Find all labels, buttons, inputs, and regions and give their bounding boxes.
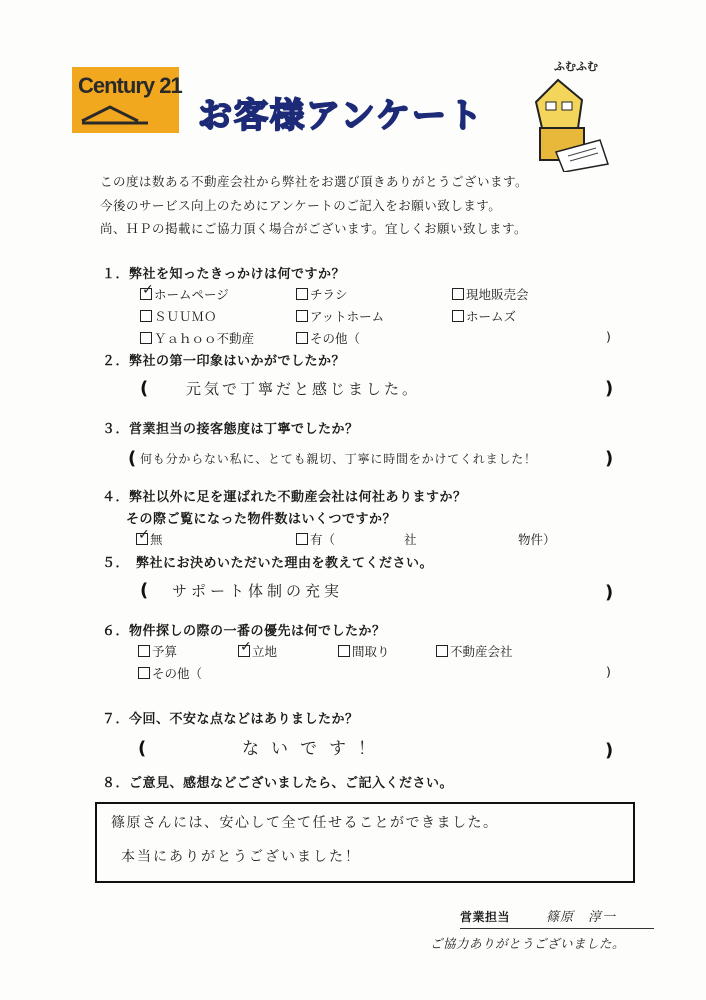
intro-line-3: 尚、ＨＰの掲載にご協力頂く場合がございます。宜しくお願い致します。 — [100, 221, 528, 236]
checkbox[interactable] — [436, 645, 448, 657]
q1-option-homes[interactable]: ホームズ — [452, 307, 516, 325]
comment-line-1: 篠原さんには、安心して全て任せることができました。 — [111, 815, 499, 831]
checkbox[interactable] — [140, 310, 152, 322]
open-paren: ( — [138, 738, 147, 759]
checkbox[interactable] — [296, 533, 308, 545]
rep-name: 篠原 淳一 — [546, 910, 617, 925]
intro-line-2: 今後のサービス向上のためにアンケートのご記入をお願い致します。 — [100, 198, 502, 213]
q1-option-flyer[interactable]: チラシ — [296, 285, 348, 303]
checkbox[interactable] — [140, 332, 152, 344]
thanks-message: ご協力ありがとうございました。 — [430, 936, 626, 951]
logo-text: Century 21 — [78, 73, 182, 98]
question-4-sub: その際ご覧になった物件数はいくつですか？ — [126, 512, 397, 527]
house-logo-icon — [80, 103, 152, 125]
q2-answer[interactable]: 元気で丁寧だと感じました。 — [186, 380, 421, 398]
checkbox[interactable] — [296, 332, 308, 344]
question-4: ４．弊社以外に足を運ばれた不動産会社は何社ありますか？ — [102, 490, 467, 505]
question-7: ７．今回、不安な点などはありましたか？ — [102, 712, 359, 727]
checkbox[interactable] — [338, 645, 350, 657]
question-8: ８．ご意見、感想などございましたら、ご記入ください。 — [102, 776, 454, 791]
q6-option-agency[interactable]: 不動産会社 — [436, 642, 513, 660]
page-title: お客様アンケート — [198, 96, 484, 136]
q1-option-other[interactable]: その他（ — [296, 329, 360, 347]
question-3: ３．営業担当の接客態度は丁寧でしたか？ — [102, 422, 359, 437]
checkbox[interactable] — [138, 667, 150, 679]
q7-answer[interactable]: ないです！ — [242, 739, 387, 759]
checkmark-icon: ✓ — [142, 282, 154, 298]
q4-property-unit: 物件） — [518, 532, 556, 547]
checkmark-icon: ✓ — [240, 639, 252, 655]
open-paren: ( — [128, 448, 137, 469]
intro-line-1: この度は数ある不動産会社から弊社をお選び頂きありがとうございます。 — [100, 174, 529, 189]
open-paren: ( — [140, 378, 149, 399]
comment-box[interactable] — [95, 802, 635, 883]
q1-option-suumo[interactable]: ＳＵＵＭＯ — [140, 307, 217, 325]
question-2: ２．弊社の第一印象はいかがでしたか？ — [102, 354, 346, 369]
checkmark-icon: ✓ — [138, 527, 150, 543]
question-5: ５． 弊社にお決めいただいた理由を教えてください。 — [102, 556, 434, 571]
q6-option-layout[interactable]: 間取り — [338, 642, 390, 660]
mascot-illustration — [516, 62, 616, 172]
mascot-caption: ふむふむ — [554, 60, 598, 73]
checkbox[interactable] — [452, 310, 464, 322]
close-paren: ) — [605, 448, 614, 469]
q3-answer[interactable]: 何も分からない私に、とても親切、丁寧に時間をかけてくれました！ — [140, 452, 537, 466]
q6-option-other[interactable]: その他（ — [138, 664, 202, 682]
q1-option-onsite-sale[interactable]: 現地販売会 — [452, 285, 529, 303]
q4-company-unit: 社 — [404, 532, 417, 547]
close-paren: ) — [605, 582, 614, 603]
checkbox[interactable] — [138, 645, 150, 657]
q4-option-none[interactable]: ✓ 無 — [138, 527, 163, 547]
comment-line-2: 本当にありがとうございました！ — [121, 849, 361, 865]
q6-option-budget[interactable]: 予算 — [138, 642, 177, 660]
reading-mascot-icon — [516, 62, 616, 172]
question-1: １．弊社を知ったきっかけは何ですか？ — [102, 267, 346, 282]
close-paren: ) — [605, 378, 614, 399]
q4-option-yes[interactable]: 有（ — [296, 530, 335, 548]
checkbox[interactable] — [238, 639, 252, 657]
open-paren: ( — [140, 580, 149, 601]
checkbox[interactable] — [452, 288, 464, 300]
q1-other-close-paren: ) — [606, 329, 611, 344]
rep-signature-line — [460, 912, 654, 929]
century21-logo — [72, 67, 182, 133]
checkbox[interactable] — [140, 282, 154, 300]
checkbox[interactable] — [296, 310, 308, 322]
q1-option-athome[interactable]: アットホーム — [296, 307, 384, 325]
q6-option-location[interactable]: ✓ 立地 — [240, 639, 278, 659]
checkbox[interactable] — [296, 288, 308, 300]
q5-answer[interactable]: サポート体制の充実 — [172, 582, 344, 600]
checkbox[interactable] — [136, 527, 150, 545]
q6-other-close-paren: ) — [606, 664, 611, 679]
close-paren: ) — [605, 740, 614, 761]
question-6: ６．物件探しの際の一番の優先は何でしたか？ — [102, 624, 386, 639]
q1-option-yahoo[interactable]: Ｙａｈｏｏ不動産 — [140, 329, 254, 347]
q1-option-homepage[interactable]: ✓ ホームページ — [142, 282, 229, 302]
rep-label: 営業担当 — [460, 910, 511, 924]
